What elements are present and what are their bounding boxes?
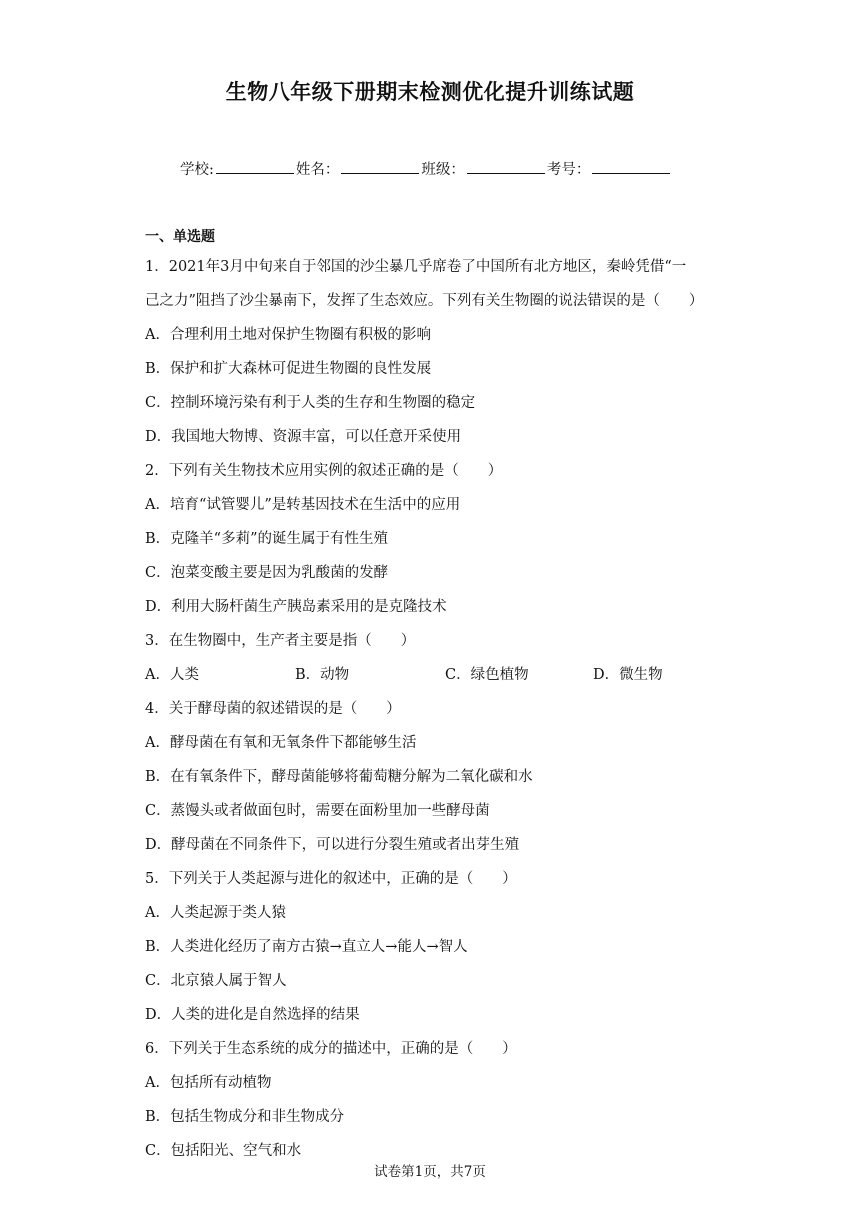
q4-option-d: D．酵母菌在不同条件下，可以进行分裂生殖或者出芽生殖 [145,837,520,853]
q2-stem: 2．下列有关生物技术应用实例的叙述正确的是（ ） [145,463,503,479]
q5-option-a: A．人类起源于类人猿 [145,905,286,921]
page-title: 生物八年级下册期末检测优化提升训练试题 [225,80,635,104]
q6-stem: 6．下列关于生态系统的成分的描述中，正确的是（ ） [145,1041,517,1057]
student-info-row [180,158,672,179]
q3-stem: 3．在生物圈中，生产者主要是指（ ） [145,633,416,649]
q4-stem: 4．关于酵母菌的叙述错误的是（ ） [145,701,401,717]
q3-options [145,658,715,692]
q2-option-c: C．泡菜变酸主要是因为乳酸菌的发酵 [145,565,389,581]
q5-option-c: C．北京猿人属于智人 [145,973,287,989]
q1-stem-line2: 己之力”阻挡了沙尘暴南下，发挥了生态效应。下列有关生物圈的说法错误的是（ ） [145,293,704,309]
q4-option-a: A．酵母菌在有氧和无氧条件下都能够生活 [145,735,417,751]
questions [145,250,715,1168]
class-blank[interactable] [467,159,545,174]
q4-option-c: C．蒸馒头或者做面包时，需要在面粉里加一些酵母菌 [145,803,490,819]
q6-option-b: B．包括生物成分和非生物成分 [145,1109,345,1125]
q1-option-c: C．控制环境污染有利于人类的生存和生物圈的稳定 [145,395,476,411]
q1-stem-line1: 1．2021年3月中旬来自于邻国的沙尘暴几乎席卷了中国所有北方地区，秦岭凭借“一 [145,259,687,275]
q6-option-c: C．包括阳光、空气和水 [145,1143,302,1159]
school-label: 学校: [180,162,214,178]
q5-option-d: D．人类的进化是自然选择的结果 [145,1007,360,1023]
q2-option-b: B．克隆羊“多莉”的诞生属于有性生殖 [145,531,388,547]
page-footer: 试卷第1页，共7页 [374,1164,486,1180]
q5-option-b: B．人类进化经历了南方古猿→直立人→能人→智人 [145,939,468,955]
q1-option-d: D．我国地大物博、资源丰富，可以任意开采使用 [145,429,462,445]
section-title: 一、单选题 [145,229,215,245]
class-label: 班级： [421,162,465,178]
name-blank[interactable] [341,159,419,174]
q5-stem: 5．下列关于人类起源与进化的叙述中，正确的是（ ） [145,871,517,887]
q3-option-d: D．微生物 [593,667,663,683]
number-blank[interactable] [592,159,670,174]
q4-option-b: B．在有氧条件下，酵母菌能够将葡萄糖分解为二氧化碳和水 [145,769,533,785]
school-blank[interactable] [216,159,294,174]
q3-option-c: C．绿色植物 [445,667,529,683]
q2-option-d: D．利用大肠杆菌生产胰岛素采用的是克隆技术 [145,599,447,615]
q3-option-b: B．动物 [295,667,350,683]
number-label: 考号： [546,162,591,178]
q3-option-a: A．人类 [145,667,199,683]
name-label: 姓名： [295,162,340,178]
q1-option-a: A．合理利用土地对保护生物圈有积极的影响 [145,327,431,343]
q2-option-a: A．培育“试管婴儿”是转基因技术在生活中的应用 [145,497,461,513]
q6-option-a: A．包括所有动植物 [145,1075,272,1091]
q1-option-b: B．保护和扩大森林可促进生物圈的良性发展 [145,361,432,377]
